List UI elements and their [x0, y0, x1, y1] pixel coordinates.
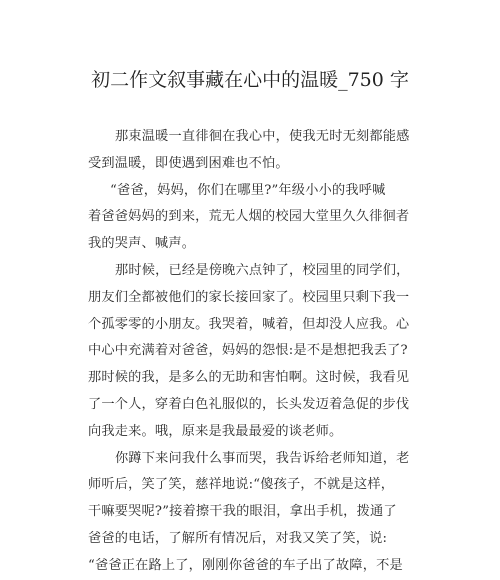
- text-line: 我的哭声、喊声。: [88, 236, 196, 252]
- text-line: 着爸爸妈妈的到来，荒无人烟的校园大堂里久久徘徊者: [88, 209, 410, 225]
- text-line: 朋友们全都被他们的家长接回家了。校园里只剩下我一: [88, 289, 410, 305]
- text-line: 向我走来。哦，原来是我最最爱的谈老师。: [88, 423, 343, 439]
- document-body: [88, 124, 418, 580]
- text-line: 那束温暖一直徘徊在我心中，使我无时无刻都能感: [115, 129, 410, 144]
- text-line: 那时候的我，是多么的无助和害怕啊。这时候，我看见: [88, 370, 410, 386]
- text-line: 爸爸的电话，了解所有情况后，对我又笑了笑，说:: [88, 530, 388, 546]
- text-line: “爸爸，妈妈，你们在哪里?”年级小小的我呼喊: [110, 182, 386, 198]
- text-line: 你蹲下来问我什么事而哭，我告诉给老师知道，老: [115, 450, 410, 466]
- text-line: 那时候，已经是傍晚六点钟了，校园里的同学们，: [115, 262, 410, 278]
- text-line: 中心中充满着对爸爸，妈妈的怨恨:是不是想把我丢了?: [88, 343, 408, 359]
- text-line: “爸爸正在路上了，刚刚你爸爸的车子出了故障，不是: [88, 557, 403, 573]
- text-line: 了一个人，穿着白色礼服似的，长头发迈着急促的步伐: [88, 396, 410, 412]
- text-line: 干嘛要哭呢?”接着擦干我的眼泪，拿出手机，拨通了: [88, 504, 397, 520]
- text-line: 受到温暖，即使遇到困难也不怕。: [88, 155, 289, 171]
- text-line: 个孤零零的小朋友。我哭着，喊着，但却没人应我。心: [88, 316, 410, 332]
- text-line: 师听后，笑了笑，慈祥地说:“傻孩子，不就是这样，: [88, 477, 395, 493]
- document-title: 初二作文叙事藏在心中的温暖_750 字: [91, 69, 409, 91]
